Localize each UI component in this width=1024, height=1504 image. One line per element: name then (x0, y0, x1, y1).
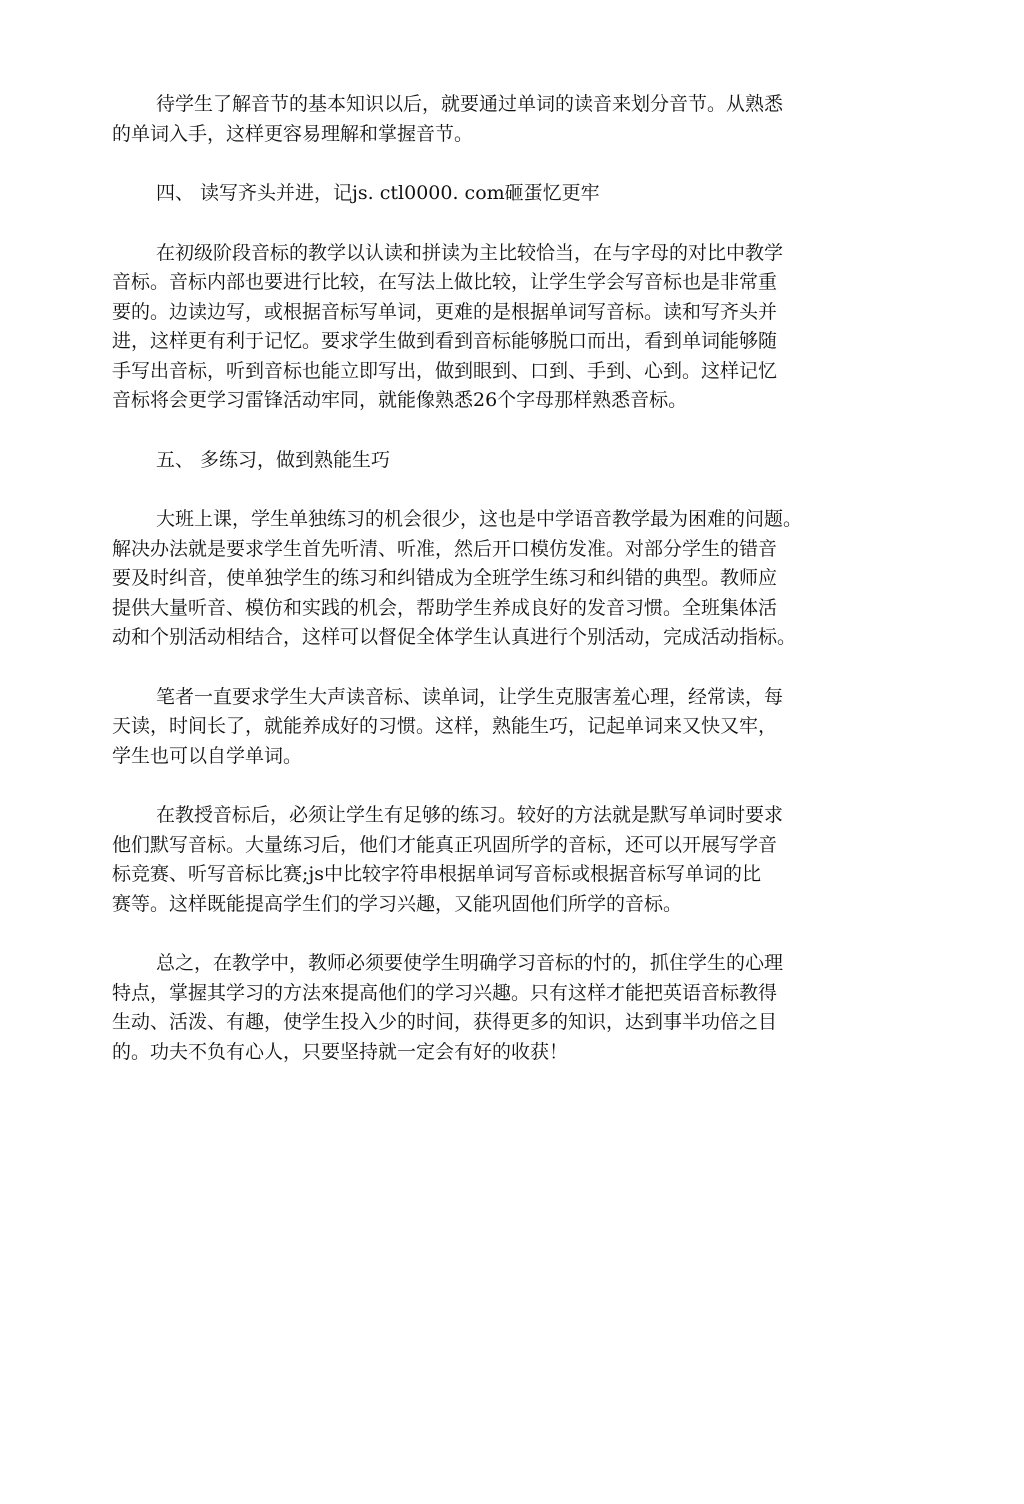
paragraph-reading-aloud (112, 683, 884, 772)
text-line: 提供大量听音、模仿和实践的机会，帮助学生养成良好的发音习惯。全班集体活 (112, 596, 778, 619)
paragraph-syllables (112, 90, 884, 149)
text-line: 总之，在教学中，教师必须要使学生明确学习音标的忖的，抓住学生的心理 (156, 952, 784, 974)
text-line: 标竞赛、听写音标比赛;js中比较字符串根据单词写音标或根据音标写单词的比 (112, 863, 762, 885)
text-line: 动和个别活动相结合，这样可以督促全体学生认真进行个别活动，完成活动指标。 (112, 626, 797, 648)
text-line: 天读，时间长了，就能养成好的习惯。这样，熟能生巧，记起单词来又快又牢， (112, 715, 778, 737)
text-line: 要及时纠音，使单独学生的练习和纠错成为全班学生练习和纠错的典型。教师应 (112, 567, 778, 589)
text-line: 音标将会更学习雷锋活动牢同，就能像熟悉26个字母那样熟悉音标。 (112, 389, 688, 411)
text-line: 解决办法就是要求学生首先听清、听准，然后开口模仿发准。对部分学生的错音 (112, 537, 778, 560)
section-heading-4: 四、 读写齐头并进，记js. ctl0000. com砸蛋忆更牢 (156, 182, 600, 204)
text-line: 生动、活泼、有趣，使学生投入少的时间，获得更多的知识，达到事半功倍之目 (112, 1011, 778, 1033)
text-line: 大班上课，学生单独练习的机会很少，这也是中学语音教学最为困难的问题。 (156, 508, 803, 530)
text-line: 音标。音标内部也要进行比较，在写法上做比较，让学生学会写音标也是非常重 (112, 271, 778, 293)
text-line: 在教授音标后，必须让学生有足够的练习。较好的方法就是默写单词时要求 (156, 804, 784, 826)
text-line: 他们默写音标。大量练习后，他们才能真正巩固所学的音标，还可以开展写学音 (112, 833, 778, 856)
paragraph-dictation (112, 801, 884, 919)
paragraph-conclusion (112, 949, 884, 1067)
text-line: 在初级阶段音标的教学以认读和拼读为主比较恰当，在与字母的对比中教学 (156, 241, 784, 264)
section-heading-5: 五、 多练习，做到熟能生巧 (156, 448, 391, 471)
text-line: 特点，掌握其学习的方法來提高他们的学习兴趣。只有这样才能把英语音标教得 (112, 981, 778, 1004)
text-line: 的单词入手，这样更容易理解和掌握音节。 (112, 122, 474, 145)
text-line: 手写出音标，听到音标也能立即写出，做到眼到、口到、手到、心到。这样记忆 (112, 359, 778, 382)
paragraph-read-write (112, 239, 884, 416)
paragraph-practice (112, 505, 884, 653)
text-line: 要的。边读边写，或根据音标写单词，更难的是根据单词写音标。读和写齐头并 (112, 300, 778, 323)
text-line: 待学生了解音节的基本知识以后，就要通过单词的读音来划分音节。从熟悉 (156, 93, 784, 115)
text-line: 赛等。这样既能提高学生们的学习兴趣，又能巩固他们所学的音标。 (112, 892, 683, 915)
document-body (112, 90, 884, 1097)
text-line: 进，这样更有利于记忆。要求学生做到看到音标能够脱口而出，看到单词能够随 (112, 330, 778, 352)
text-line: 笔者一直要求学生大声读音标、读单词，让学生克服害羞心理，经常读，每 (156, 685, 784, 708)
text-line: 学生也可以自学单词。 (112, 744, 303, 767)
text-line: 的。功夫不负有心人，只要坚持就一定会有好的收获！ (112, 1040, 569, 1063)
